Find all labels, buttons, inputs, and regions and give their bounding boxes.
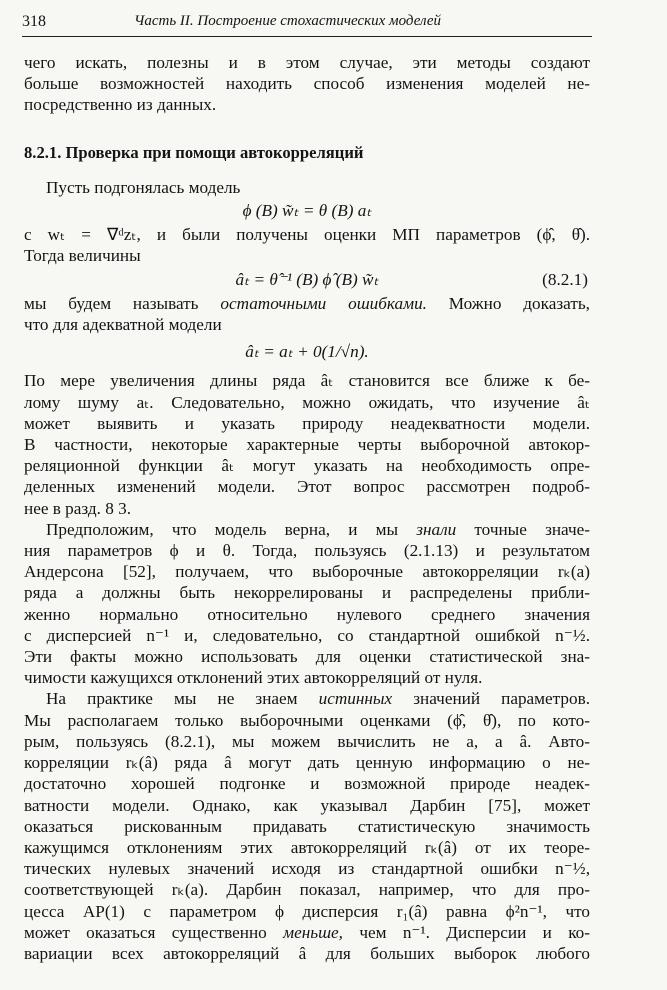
text-line: с wₜ = ∇ᵈzₜ, и были получены оценки МП параметров (ϕ̂, θ̂). bbox=[24, 225, 590, 245]
paragraph-in-practice bbox=[24, 688, 590, 964]
text-line bbox=[24, 688, 590, 709]
text-line: ватности модели. Однако, как указывал Дарбин [75], может bbox=[24, 795, 590, 815]
formula-residual-text: âₜ = θ̂⁻¹ (B) ϕ̂ (B) w̃ₜ bbox=[235, 269, 379, 289]
paragraph-residual-noise bbox=[24, 370, 590, 518]
paragraph-known-parameters bbox=[24, 519, 590, 689]
text-run: может оказаться существенно bbox=[24, 922, 284, 942]
text-line: чего искать, полезны и в этом случае, эти методы создают bbox=[24, 53, 590, 72]
italic-term: знали bbox=[416, 519, 457, 539]
formula-order bbox=[24, 341, 590, 362]
text-line: лому шуму aₜ. Следовательно, можно ожидать, что изучение âₜ bbox=[24, 392, 590, 412]
equation-number: (8.2.1) bbox=[542, 269, 588, 289]
text-line: что для адекватной модели bbox=[24, 315, 222, 335]
text-line: нее в разд. 8 3. bbox=[24, 498, 131, 518]
text-line bbox=[24, 293, 590, 314]
text-line: посредственно из данных. bbox=[24, 95, 217, 115]
text-line: ния параметров ϕ и θ. Тогда, пользуясь (2.1.13) и результатом bbox=[24, 541, 590, 561]
intro-paragraph bbox=[24, 52, 590, 116]
text-line: может выявить и указать природу неадекватности модели. bbox=[24, 413, 590, 433]
text-line: По мере увеличения длины ряда âₜ становится все ближе к бе- bbox=[24, 371, 590, 391]
text-line: тических нулевых значений исходя из стандартной ошибки n⁻½, bbox=[24, 859, 590, 879]
text-run: точные значе- bbox=[456, 519, 590, 539]
text-line: Мы располагаем только выборочными оценками (ϕ̂, θ̂), по кото- bbox=[24, 710, 590, 730]
running-title: Часть II. Построение стохастических моделей bbox=[134, 13, 442, 29]
page-body bbox=[24, 52, 590, 964]
page-number: 318 bbox=[22, 13, 46, 30]
text-line: Эти факты можно использовать для оценки статистической зна- bbox=[24, 647, 590, 667]
text-line: больше возможностей находить способ изменения моделей не- bbox=[24, 74, 590, 94]
text-run: чем n⁻¹. Дисперсии и ко- bbox=[342, 922, 590, 942]
text-run: На практике мы не знаем bbox=[46, 689, 319, 709]
text-line: вариации всех автокорреляций â для больших выборок любого bbox=[24, 943, 590, 963]
formula-order-text: âₜ = aₜ + 0(1/√n). bbox=[245, 342, 369, 362]
formula-model-text: ϕ (B) w̃ₜ = θ (B) aₜ bbox=[242, 201, 372, 221]
text-line bbox=[24, 922, 590, 943]
italic-term: истинных bbox=[318, 689, 393, 709]
formula-residual bbox=[24, 269, 590, 290]
text-line: корреляции rₖ(â) ряда â могут дать ценную информацию о не- bbox=[24, 753, 590, 773]
text-line: достаточно хорошей подгонке и возможной природе неадек- bbox=[24, 774, 590, 794]
text-run: Можно доказать, bbox=[426, 293, 590, 313]
text-line: кажущимся отклонениям этих автокорреляций rₖ(â) от их теоре- bbox=[24, 837, 590, 857]
text-line: чимости кажущихся отклонений этих автокорреляций от нуля. bbox=[24, 668, 483, 688]
text-line: соответствующей rₖ(a). Дарбин показал, например, что для про- bbox=[24, 880, 590, 900]
text-line: Пусть подгонялась модель bbox=[46, 177, 241, 197]
text-line: Тогда величины bbox=[24, 246, 141, 266]
text-line: В частности, некоторые характерные черты выборочной автокор- bbox=[24, 435, 590, 455]
text-line: деленных изменений модели. Этот вопрос рассмотрен подроб- bbox=[24, 477, 590, 497]
text-line: оказаться рискованным придавать статистическую значимость bbox=[24, 816, 590, 836]
text-line: рым, пользуясь (8.2.1), мы можем вычислить не a, а â. Авто- bbox=[24, 731, 590, 751]
text-run: мы будем называть bbox=[24, 293, 221, 313]
page-header bbox=[22, 10, 592, 37]
text-line: женно нормально относительно нулевого среднего значения bbox=[24, 604, 590, 624]
text-line: с дисперсией n⁻¹ и, следовательно, со стандартной ошибкой n⁻½. bbox=[24, 625, 590, 645]
text-run: значений параметров. bbox=[392, 689, 590, 709]
section-title: 8.2.1. Проверка при помощи автокорреляций bbox=[24, 142, 364, 162]
text-line: цесса АР(1) с параметром ϕ дисперсия r₁(â) равна ϕ²n⁻¹, что bbox=[24, 901, 590, 921]
text-line bbox=[24, 519, 590, 540]
text-line: Андерсона [52], получаем, что выборочные автокорреляции rₖ(a) bbox=[24, 562, 590, 582]
text-line: реляционной функции âₜ могут указать на необходимость опре- bbox=[24, 456, 590, 476]
text-line: ряда a должны быть некоррелированы и распределены прибли- bbox=[24, 583, 590, 603]
italic-term: остаточными ошибками. bbox=[220, 293, 427, 313]
italic-term: меньше, bbox=[283, 922, 343, 942]
text-run: Предположим, что модель верна, и мы bbox=[46, 519, 417, 539]
formula-model bbox=[24, 200, 590, 221]
